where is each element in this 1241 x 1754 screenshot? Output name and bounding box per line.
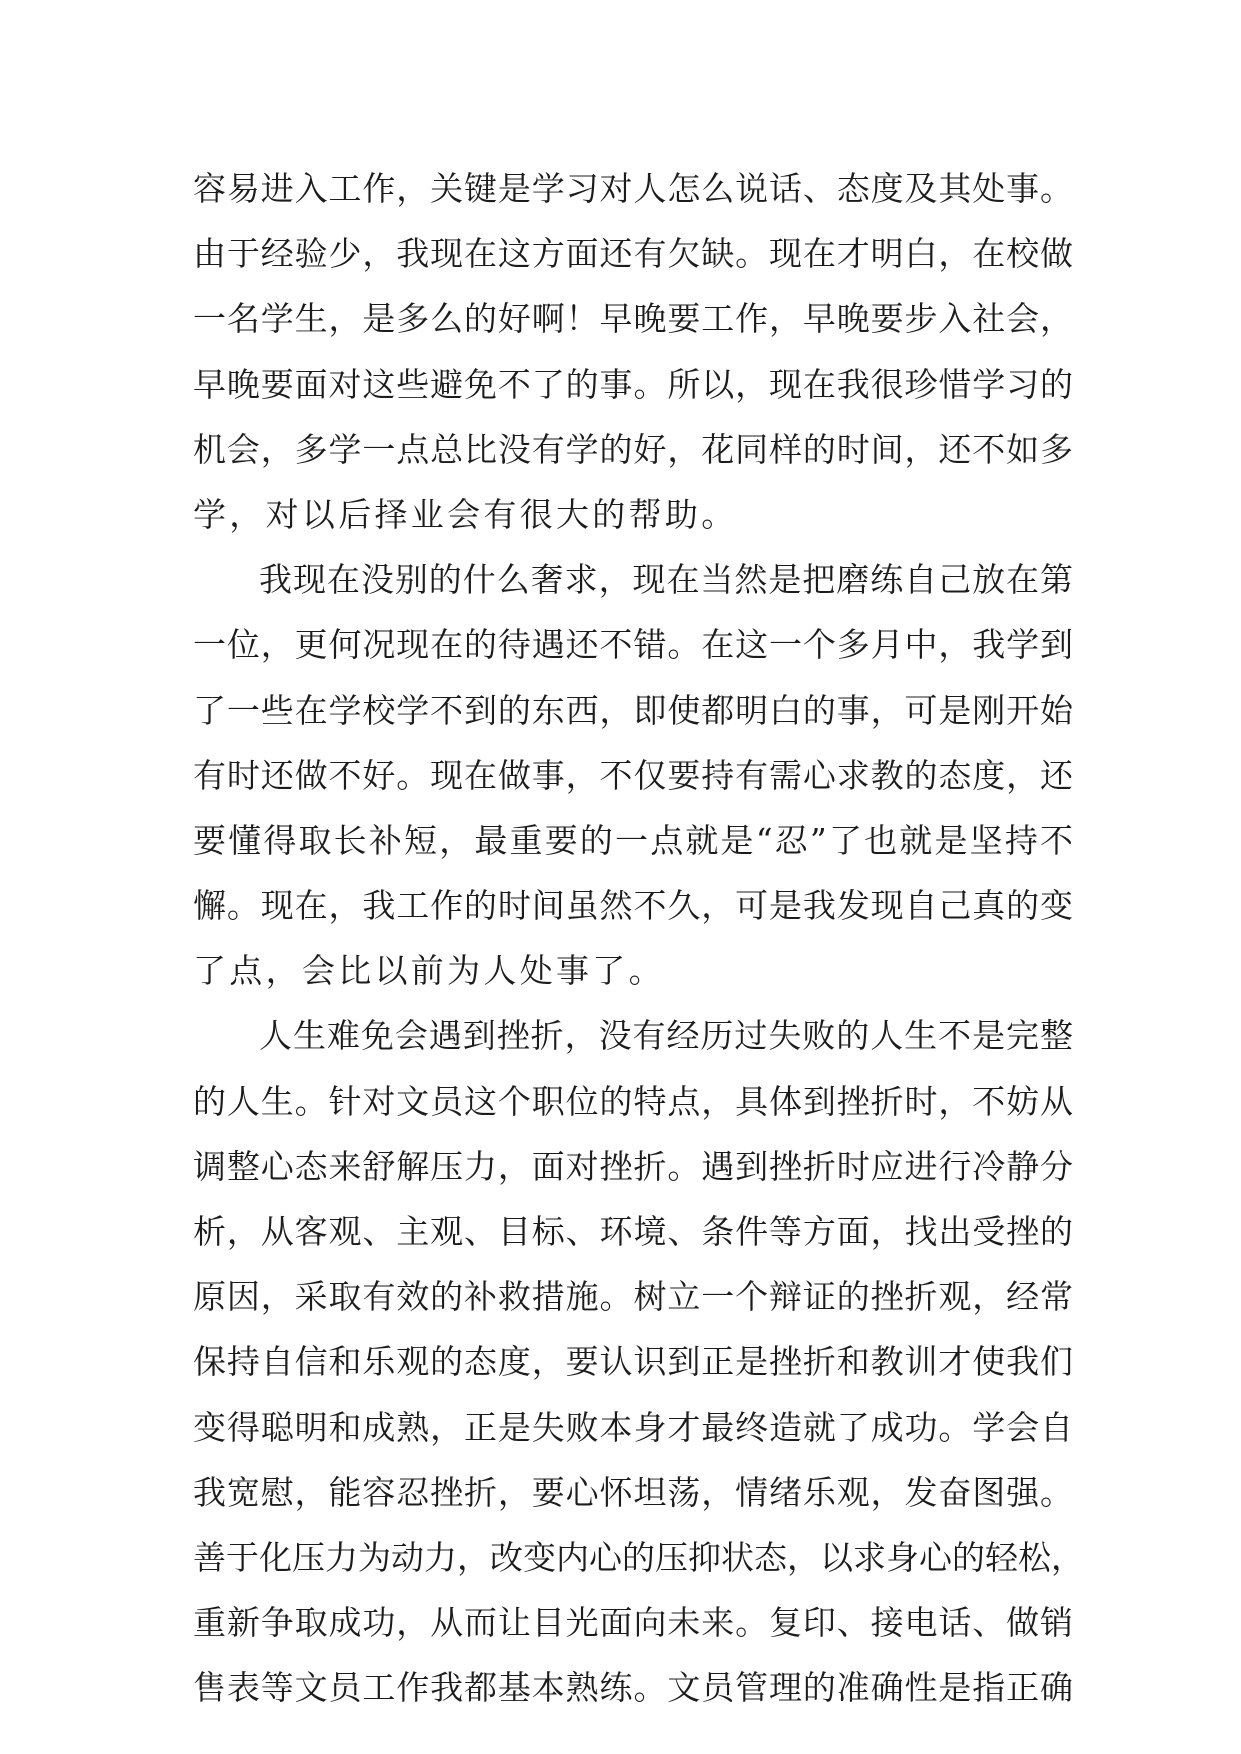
text-line: 我宽慰，能容忍挫折，要心怀坦荡，情绪乐观，发奋图强。 xyxy=(193,1472,1073,1512)
text-line: 有时还做不好。现在做事，不仅要持有需心求教的态度，还 xyxy=(193,755,1073,795)
text-line: 的人生。针对文员这个职位的特点，具体到挫折时，不妨从 xyxy=(193,1081,1073,1121)
paragraph-start-line: 人生难免会遇到挫折，没有经历过失败的人生不是完整 xyxy=(259,1016,1073,1056)
text-line: 重新争取成功，从而让目光面向未来。复印、接电话、做销 xyxy=(193,1603,1073,1643)
text-line: 调整心态来舒解压力，面对挫折。遇到挫折时应进行冷静分 xyxy=(193,1146,1073,1186)
text-line: 了一些在学校学不到的东西，即使都明白的事，可是刚开始 xyxy=(193,690,1073,730)
text-line: 机会，多学一点总比没有学的好，花同样的时间，还不如多 xyxy=(193,429,1073,469)
text-line: 学，对以后择业会有很大的帮助。 xyxy=(193,494,738,534)
text-line: 保持自信和乐观的态度，要认识到正是挫折和教训才使我们 xyxy=(193,1342,1073,1382)
text-line: 由于经验少，我现在这方面还有欠缺。现在才明白，在校做 xyxy=(193,234,1073,274)
text-line: 容易进入工作，关键是学习对人怎么说话、态度及其处事。 xyxy=(193,169,1073,208)
text-line: 析，从客观、主观、目标、环境、条件等方面，找出受挫的 xyxy=(193,1212,1073,1251)
text-line: 了点，会比以前为人处事了。 xyxy=(193,951,665,991)
text-line: 早晚要面对这些避免不了的事。所以，现在我很珍惜学习的 xyxy=(193,364,1073,404)
text-line: 善于化压力为动力，改变内心的压抑状态，以求身心的轻松， xyxy=(193,1537,1084,1577)
paragraph-start-line: 我现在没别的什么奢求，现在当然是把磨练自己放在第 xyxy=(259,560,1073,600)
text-line: 原因，采取有效的补救措施。树立一个辩证的挫折观，经常 xyxy=(193,1277,1073,1317)
text-line: 售表等文员工作我都基本熟练。文员管理的准确性是指正确 xyxy=(193,1668,1073,1708)
text-line: 一名学生，是多么的好啊！早晚要工作，早晚要步入社会， xyxy=(193,299,1073,339)
text-line: 一位，更何况现在的待遇还不错。在这一个多月中，我学到 xyxy=(193,625,1073,665)
text-line: 变得聪明和成熟，正是失败本身才最终造就了成功。学会自 xyxy=(193,1407,1073,1447)
body-text xyxy=(193,156,1084,1721)
text-line: 懈。现在，我工作的时间虽然不久，可是我发现自己真的变 xyxy=(193,886,1073,926)
text-line: 要懂得取长补短，最重要的一点就是“忍”了也就是坚持不 xyxy=(193,820,1073,860)
